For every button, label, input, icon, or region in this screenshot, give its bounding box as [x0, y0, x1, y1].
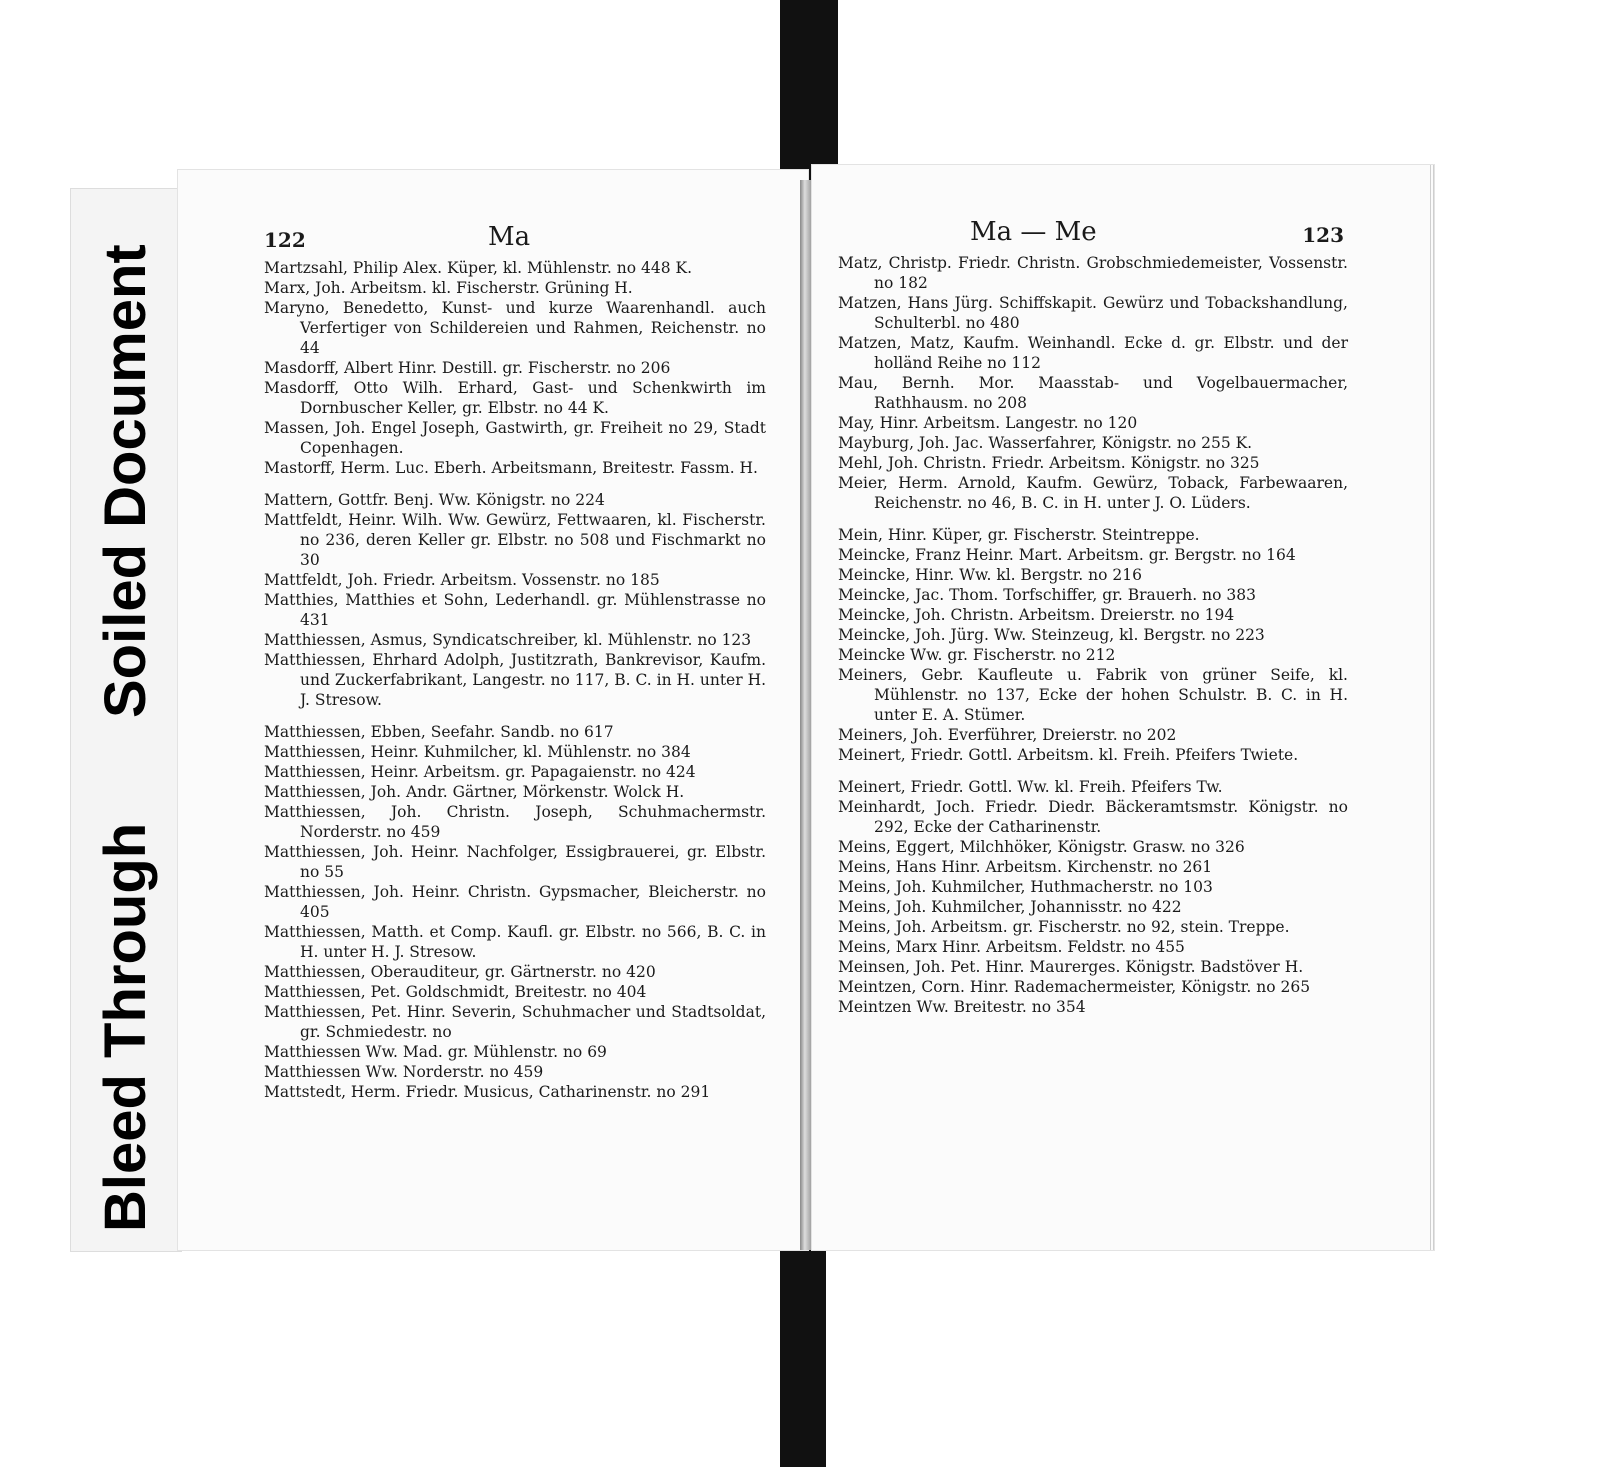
directory-entry: Mattstedt, Herm. Friedr. Musicus, Catharinenstr. no 291: [264, 1083, 711, 1101]
page-number: 122: [264, 228, 306, 252]
directory-entry: Meintzen, Corn. Hinr. Rademachermeister, Königstr. no 265: [838, 978, 1311, 996]
directory-entry: Meins, Hans Hinr. Arbeitsm. Kirchenstr. no 261: [838, 858, 1213, 876]
directory-entry: Matthiessen, Matth. et Comp. Kaufl. gr. Elbstr. no 566, B. C. in H. unter H. J. Stresow.: [264, 923, 766, 961]
directory-entry: Matzen, Hans Jürg. Schiffskapit. Gewürz und Tobackshandlung, Schulterbl. no 480: [838, 294, 1348, 332]
directory-entry: Matthiessen, Oberauditeur, gr. Gärtnerstr. no 420: [264, 963, 656, 981]
directory-entry: Meier, Herm. Arnold, Kaufm. Gewürz, Toback, Farbewaaren, Reichenstr. no 46, B. C. in H. unter J. O. Lüders.: [838, 474, 1348, 512]
directory-entry: Meins, Eggert, Milchhöker, Königstr. Grasw. no 326: [838, 838, 1245, 856]
directory-entry: Masdorff, Albert Hinr. Destill. gr. Fischerstr. no 206: [264, 359, 671, 377]
directory-entry: Meinert, Friedr. Gottl. Arbeitsm. kl. Freih. Pfeifers Twiete.: [838, 746, 1299, 764]
right-page: [812, 165, 1434, 1250]
directory-entry: Meincke, Jac. Thom. Torfschiffer, gr. Brauerh. no 383: [838, 586, 1256, 604]
header-letters: Ma: [488, 222, 531, 252]
directory-entry: Masdorff, Otto Wilh. Erhard, Gast- und Schenkwirth im Dornbuscher Keller, gr. Elbstr. no 44 K.: [264, 379, 766, 417]
directory-entry: Meintzen Ww. Breitestr. no 354: [838, 998, 1086, 1016]
directory-entry: Mattfeldt, Heinr. Wilh. Ww. Gewürz, Fettwaaren, kl. Fischerstr. no 236, deren Keller gr. Elbstr. no 508 und Fischmarkt no 30: [264, 511, 766, 569]
directory-entry: Matzen, Matz, Kaufm. Weinhandl. Ecke d. gr. Elbstr. und der holländ Reihe no 112: [838, 334, 1348, 372]
directory-entry: Meins, Joh. Kuhmilcher, Huthmacherstr. no 103: [838, 878, 1213, 896]
book-spine: [800, 180, 812, 1250]
directory-entry: Matthiessen, Pet. Goldschmidt, Breitestr. no 404: [264, 983, 647, 1001]
directory-entry: Meins, Joh. Kuhmilcher, Johannisstr. no 422: [838, 898, 1182, 916]
directory-entry: Meincke, Hinr. Ww. kl. Bergstr. no 216: [838, 566, 1142, 584]
soiled-document-label: Soiled Document: [93, 244, 158, 718]
directory-entry: Meincke, Joh. Christn. Arbeitsm. Dreierstr. no 194: [838, 606, 1235, 624]
directory-entries: [838, 253, 1348, 1017]
directory-entry: Matthiessen Ww. Mad. gr. Mühlenstr. no 69: [264, 1043, 607, 1061]
directory-entry: Mehl, Joh. Christn. Friedr. Arbeitsm. Königstr. no 325: [838, 454, 1260, 472]
directory-entry: Mattern, Gottfr. Benj. Ww. Königstr. no 224: [264, 491, 605, 509]
directory-entry: Meinert, Friedr. Gottl. Ww. kl. Freih. Pfeifers Tw.: [838, 778, 1223, 796]
directory-entry: Matthiessen Ww. Norderstr. no 459: [264, 1063, 544, 1081]
directory-entry: Meins, Marx Hinr. Arbeitsm. Feldstr. no 455: [838, 938, 1185, 956]
directory-entry: Meiners, Joh. Everführer, Dreierstr. no 202: [838, 726, 1177, 744]
directory-entry: Meincke Ww. gr. Fischerstr. no 212: [838, 646, 1116, 664]
directory-entry: Meinsen, Joh. Pet. Hinr. Maurerges. Königstr. Badstöver H.: [838, 958, 1304, 976]
running-header: [812, 217, 1430, 253]
directory-entry: Meiners, Gebr. Kaufleute u. Fabrik von grüner Seife, kl. Mühlenstr. no 137, Ecke der hohen Schulstr. B. C. in H. unter E. A. Stümer.: [838, 666, 1348, 724]
directory-entry: Massen, Joh. Engel Joseph, Gastwirth, gr. Freiheit no 29, Stadt Copenhagen.: [264, 419, 766, 457]
directory-entry: Maryno, Benedetto, Kunst- und kurze Waarenhandl. auch Verfertiger von Schildereien und Rahmen, Reichenstr. no 44: [264, 299, 766, 357]
binding-gutter-bottom: [780, 1250, 826, 1467]
directory-entry: May, Hinr. Arbeitsm. Langestr. no 120: [838, 414, 1138, 432]
directory-entry: Matthiessen, Asmus, Syndicatschreiber, kl. Mühlenstr. no 123: [264, 631, 752, 649]
directory-entry: Matthies, Matthies et Sohn, Lederhandl. gr. Mühlenstrasse no 431: [264, 591, 766, 629]
directory-entry: Martzsahl, Philip Alex. Küper, kl. Mühlenstr. no 448 K.: [264, 259, 692, 277]
directory-entry: Meincke, Joh. Jürg. Ww. Steinzeug, kl. Bergstr. no 223: [838, 626, 1265, 644]
directory-entry: Matthiessen, Heinr. Kuhmilcher, kl. Mühlenstr. no 384: [264, 743, 691, 761]
header-letters: Ma — Me: [970, 217, 1097, 247]
directory-entry: Meincke, Franz Heinr. Mart. Arbeitsm. gr. Bergstr. no 164: [838, 546, 1296, 564]
directory-entry: Mein, Hinr. Küper, gr. Fischerstr. Steintreppe.: [838, 526, 1200, 544]
directory-entry: Matthiessen, Joh. Heinr. Christn. Gypsmacher, Bleicherstr. no 405: [264, 883, 766, 921]
directory-entry: Matthiessen, Joh. Heinr. Nachfolger, Essigbrauerei, gr. Elbstr. no 55: [264, 843, 766, 881]
running-header: [178, 222, 808, 258]
directory-entry: Marx, Joh. Arbeitsm. kl. Fischerstr. Grüning H.: [264, 279, 633, 297]
directory-entry: Matthiessen, Joh. Andr. Gärtner, Mörkenstr. Wolck H.: [264, 783, 685, 801]
directory-entry: Matthiessen, Ehrhard Adolph, Justitzrath, Bankrevisor, Kaufm. und Zuckerfabrikant, Langestr. no 117, B. C. in H. unter H. J. Stresow.: [264, 651, 767, 709]
left-page: [178, 170, 808, 1250]
directory-entries: [264, 258, 766, 1102]
directory-entry: Matz, Christp. Friedr. Christn. Grobschmiedemeister, Vossenstr. no 182: [838, 254, 1348, 292]
directory-entry: Mayburg, Joh. Jac. Wasserfahrer, Königstr. no 255 K.: [838, 434, 1253, 452]
directory-entry: Matthiessen, Heinr. Arbeitsm. gr. Papagaienstr. no 424: [264, 763, 696, 781]
directory-entry: Matthiessen, Ebben, Seefahr. Sandb. no 617: [264, 723, 614, 741]
bleed-through-label: Bleed Through: [93, 822, 158, 1232]
directory-entry: Matthiessen, Pet. Hinr. Severin, Schuhmacher und Stadtsoldat, gr. Schmiedestr. no: [264, 1003, 766, 1041]
binding-gutter-top: [780, 0, 838, 188]
directory-entry: Mattfeldt, Joh. Friedr. Arbeitsm. Vossenstr. no 185: [264, 571, 660, 589]
directory-entry: Meinhardt, Joch. Friedr. Diedr. Bäckeramtsmstr. Königstr. no 292, Ecke der Catharinenstr.: [838, 798, 1348, 836]
directory-entry: Meins, Joh. Arbeitsm. gr. Fischerstr. no 92, stein. Treppe.: [838, 918, 1290, 936]
directory-entry: Matthiessen, Joh. Christn. Joseph, Schuhmachermstr. Norderstr. no 459: [264, 803, 766, 841]
directory-entry: Mastorff, Herm. Luc. Eberh. Arbeitsmann, Breitestr. Fassm. H.: [264, 459, 758, 477]
page-number: 123: [1302, 223, 1344, 247]
directory-entry: Mau, Bernh. Mor. Maasstab- und Vogelbauermacher, Rathhausm. no 208: [838, 374, 1348, 412]
